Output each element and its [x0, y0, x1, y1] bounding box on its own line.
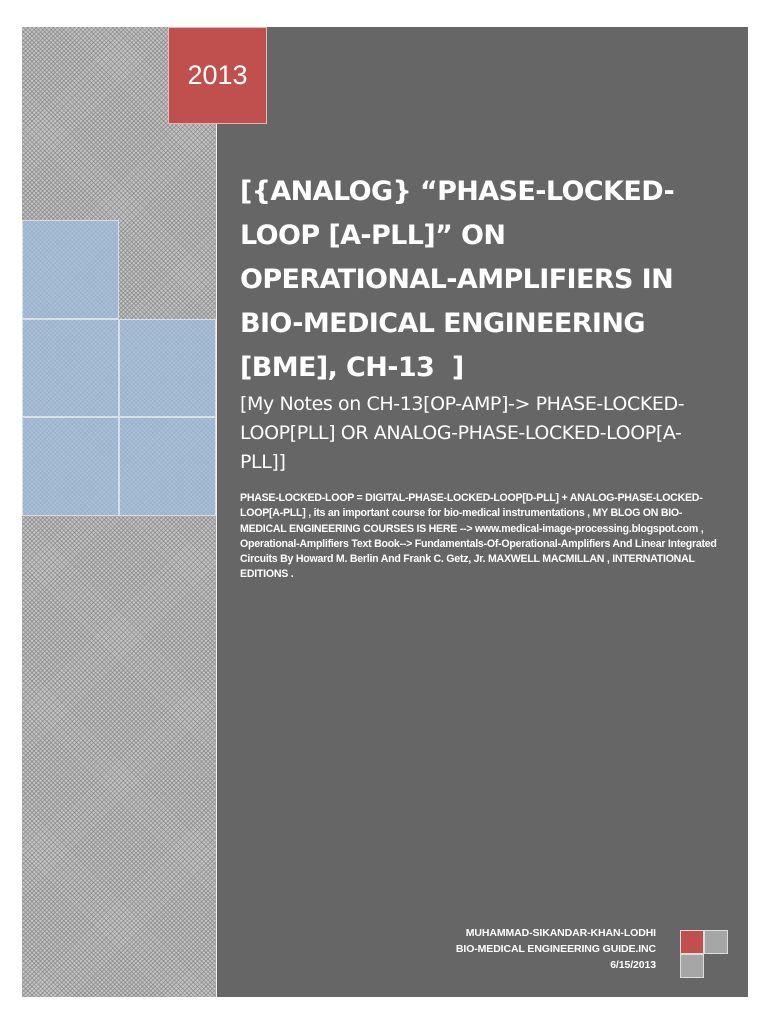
- blue-tile: [22, 319, 119, 417]
- author-block: [456, 925, 656, 973]
- year-label: 2013: [187, 60, 248, 90]
- logo-square-red: [680, 930, 704, 954]
- logo-square-gray: [704, 930, 728, 954]
- document-subtitle: [My Notes on CH-13[OP-AMP]-> PHASE-LOCKED-LOOP[PLL] OR ANALOG-PHASE-LOCKED-LOOP[A-PLL]]: [240, 393, 685, 473]
- author-name: MUHAMMAD-SIKANDAR-KHAN-LODHI: [465, 927, 656, 939]
- company-name: BIO-MEDICAL ENGINEERING GUIDE.INC: [455, 943, 656, 955]
- document-title: [{ANALOG} “PHASE-LOCKED-LOOP [A-PLL]” ON OPERATIONAL-AMPLIFIERS IN BIO-MEDICAL ENGINEERING [BME], CH-13 ]: [240, 176, 682, 383]
- year-box: [168, 27, 267, 124]
- blue-tile: [119, 319, 216, 417]
- cover-page: [22, 27, 748, 997]
- publish-date: 6/15/2013: [610, 959, 656, 971]
- document-abstract: PHASE-LOCKED-LOOP = DIGITAL-PHASE-LOCKED-LOOP[D-PLL] + ANALOG-PHASE-LOCKED-LOOP[A-PLL] , its an important course for bio-medical instrumentations , MY BLOG ON BIO-MEDICAL ENGINEERING COURSES IS HERE --> www.medical-image-processing.blogspot.com , Operational-Amplifiers Text Book--> Fundamentals-Of-Operational-Amplifiers And Linear Integrated Circuits By Howard M. Berlin And Frank C. Getz, Jr. MAXWELL MACMILLAN , INTERNATIONAL EDITIONS .: [240, 492, 717, 581]
- blue-tile: [22, 220, 119, 319]
- blue-tile: [119, 417, 216, 516]
- title-block: [240, 170, 720, 583]
- blue-tile: [22, 417, 119, 516]
- logo-square-gray: [680, 954, 704, 978]
